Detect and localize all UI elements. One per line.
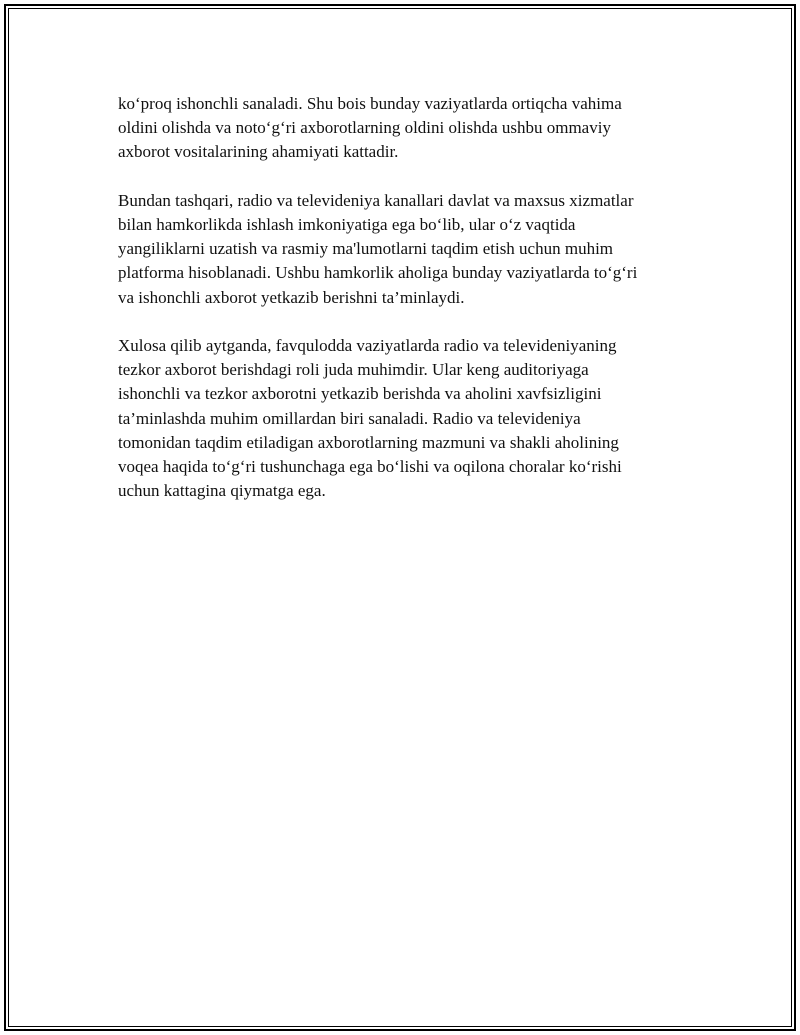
text-line: tezkor axborot berishdagi roli juda muhimdir. Ular keng auditoriyaga: [118, 360, 589, 380]
text-line: ko‘proq ishonchli sanaladi. Shu bois bunday vaziyatlarda ortiqcha vahima: [118, 94, 622, 113]
text-line: oldini olishda va noto‘g‘ri axborotlarning oldini olishda ushbu ommaviy: [118, 118, 611, 138]
text-line: va ishonchli axborot yetkazib berishni ta’minlaydi.: [118, 287, 465, 307]
text-line: bilan hamkorlikda ishlash imkoniyatiga ega bo‘lib, ular o‘z vaqtida: [118, 215, 576, 234]
document-body: [118, 92, 698, 528]
text-line: Bundan tashqari, radio va televideniya kanallari davlat va maxsus xizmatlar: [118, 190, 634, 210]
text-line: axborot vositalarining ahamiyati kattadir.: [118, 142, 399, 162]
text-line: platforma hisoblanadi. Ushbu hamkorlik aholiga bunday vaziyatlarda to‘g‘ri: [118, 263, 638, 283]
paragraph-3: [118, 334, 698, 503]
text-line: Xulosa qilib aytganda, favqulodda vaziyatlarda radio va televideniyaning: [118, 336, 617, 355]
text-line: uchun kattagina qiymatga ega.: [118, 481, 326, 501]
paragraph-2: [118, 189, 698, 310]
text-line: voqea haqida to‘g‘ri tushunchaga ega bo‘lishi va oqilona choralar ko‘rishi: [118, 457, 622, 477]
text-line: ishonchli va tezkor axborotni yetkazib berishda va aholini xavfsizligini: [118, 384, 602, 404]
text-line: tomonidan taqdim etiladigan axborotlarning mazmuni va shakli aholining: [118, 432, 619, 452]
paragraph-1: [118, 92, 698, 165]
text-line: ta’minlashda muhim omillardan biri sanaladi. Radio va televideniya: [118, 408, 581, 428]
text-line: yangiliklarni uzatish va rasmiy ma'lumotlarni taqdim etish uchun muhim: [118, 239, 614, 259]
